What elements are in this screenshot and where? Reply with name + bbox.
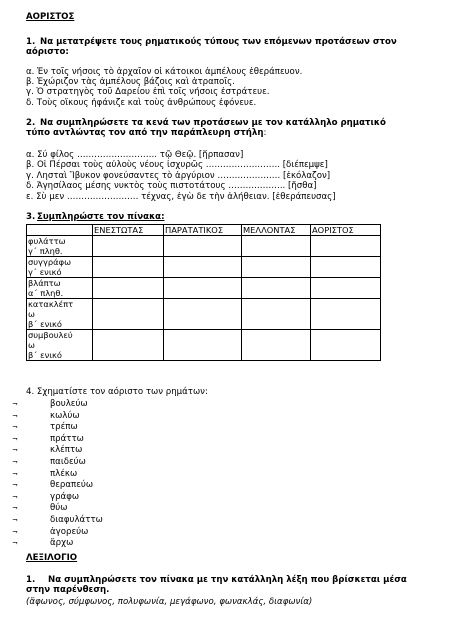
table-header-cell: ΜΕΛΛΟΝΤΑΣ [242, 225, 311, 236]
verb-form-label: γ΄ ενικό [28, 267, 62, 277]
verb-label: κατακλέπτ [28, 299, 74, 309]
q1-number: 1. [26, 37, 36, 47]
answer-cell[interactable] [164, 299, 242, 330]
vocab-q1-line2: στην παρένθεση. [26, 585, 110, 595]
q1-item: γ. Ὁ στρατηγὸς τοῦ Δαρείου ἐπὶ τοῖς νήσοις ἐστράτευε. [26, 87, 270, 97]
verb-label-continued: ω [28, 340, 35, 350]
q1-heading-line1: Να μετατρέψετε τους ρηματικούς τύπους των επόμενων προτάσεων στον [40, 37, 397, 47]
list-item: διαφυλάττω [50, 515, 103, 525]
vocab-q1-options: (ἄφωνος, σύμφωνος, πολυφωνία, μεγάφωνο, φωνακλάς, διαφωνία) [26, 597, 313, 607]
list-item: κωλύω [50, 411, 80, 421]
tense-table [26, 224, 381, 361]
list-item: πράττω [50, 434, 84, 444]
verb-label-continued: ω [28, 309, 35, 319]
list-item: θεραπεύω [50, 480, 94, 490]
q2-item: β. Οἱ Πέρσαι τοὺς αὐλοὺς νέους ἰσχυρῶς …………………….. [διέπεμψε] [26, 160, 328, 170]
vocab-title: ΛΕΞΙΛΟΓΙΟ [26, 553, 78, 563]
verb-label: συγγράφω [28, 257, 72, 267]
answer-cell[interactable] [164, 330, 242, 361]
vocab-q1-number: 1. [26, 575, 36, 585]
q2-heading-line2: τύπο αντλώντας τον από την παράπλευρη στήλη [26, 128, 264, 138]
q2-item: α. Σύ φίλος ………………………. τῷ Θεῷ. [ἥρπασαν] [26, 150, 244, 160]
q1-item: δ. Τοὺς οἴκους ἠφάνιζε καὶ τοὺς ἀνθρώπους ἐφόνευε. [26, 98, 257, 108]
bullet-marker: ¬ [12, 504, 18, 512]
answer-cell[interactable] [311, 278, 381, 299]
q3-heading: Συμπληρώστε τον πίνακα: [37, 212, 165, 222]
page-title: ΑΟΡΙΣΤΟΣ [26, 12, 75, 22]
verb-form-label: β΄ ενικό [28, 350, 62, 360]
bullet-marker: ¬ [12, 412, 18, 420]
list-item: ἀγορεύω [50, 527, 89, 537]
list-item: βουλεύω [50, 399, 88, 409]
q3-number: 3. [26, 212, 36, 222]
table-header-row [27, 225, 381, 236]
q4-heading: 4. Σχηματίστε τον αόριστο των ρημάτων: [26, 387, 208, 397]
answer-cell[interactable] [93, 257, 164, 278]
verb-form-label: γ΄ πληθ. [28, 246, 63, 256]
list-item: τρέπω [50, 422, 78, 432]
answer-cell[interactable] [311, 257, 381, 278]
q2-item: δ. Ἀγησίλαος μέσης νυκτὸς τοὺς πιστοτάτους ……………….. [ἤσθα] [26, 181, 317, 191]
list-item: παιδεύω [50, 457, 86, 467]
verb-cell [27, 257, 93, 278]
bullet-marker: ¬ [12, 481, 18, 489]
verb-label: συμβουλεύ [28, 330, 73, 340]
bullet-marker: ¬ [12, 423, 18, 431]
answer-cell[interactable] [93, 236, 164, 257]
answer-cell[interactable] [93, 330, 164, 361]
q2-heading-colon: : [263, 128, 267, 138]
q2-heading-line1: Να συμπληρώσετε τα κενά των προτάσεων με τον κατάλληλο ρηματικό [40, 118, 386, 128]
bullet-marker: ¬ [12, 400, 18, 408]
verb-cell [27, 236, 93, 257]
q2-number: 2. [26, 118, 36, 128]
vocab-q1-line1: Να συμπληρώσετε τον πίνακα με την κατάλληλη λέξη που βρίσκεται μέσα [48, 575, 407, 585]
answer-cell[interactable] [242, 299, 311, 330]
table-row [27, 299, 381, 330]
answer-cell[interactable] [311, 299, 381, 330]
verb-cell [27, 299, 93, 330]
q1-item: α. Ἐν τοῖς νήσοις τὸ ἀρχαῖον οἱ κάτοικοι ἀμπέλους ἐθεράπευον. [26, 67, 303, 77]
answer-cell[interactable] [311, 330, 381, 361]
table-header-cell: ΕΝΕΣΤΩΤΑΣ [93, 225, 164, 236]
verb-label: φυλάττω [28, 236, 66, 246]
bullet-marker: ¬ [12, 470, 18, 478]
table-row [27, 278, 381, 299]
verb-form-label: α΄ πληθ. [28, 288, 64, 298]
list-item: γράφω [50, 492, 80, 502]
answer-cell[interactable] [242, 330, 311, 361]
table-row [27, 330, 381, 361]
answer-cell[interactable] [93, 299, 164, 330]
bullet-marker: ¬ [12, 516, 18, 524]
list-item: πλέκω [50, 469, 78, 479]
bullet-marker: ¬ [12, 435, 18, 443]
list-item: κλέπτω [50, 445, 83, 455]
answer-cell[interactable] [242, 236, 311, 257]
answer-cell[interactable] [242, 278, 311, 299]
verb-form-label: β΄ ενικό [28, 319, 62, 329]
answer-cell[interactable] [93, 278, 164, 299]
table-header-cell: ΑΟΡΙΣΤΟΣ [311, 225, 381, 236]
answer-cell[interactable] [164, 257, 242, 278]
table-header-cell [27, 225, 93, 236]
verb-label: βλάπτω [28, 278, 61, 288]
answer-cell[interactable] [164, 236, 242, 257]
list-item: ἄρχω [50, 538, 74, 548]
table-header-cell: ΠΑΡΑΤΑΤΙΚΟΣ [164, 225, 242, 236]
answer-cell[interactable] [311, 236, 381, 257]
table-row [27, 257, 381, 278]
verb-cell [27, 278, 93, 299]
bullet-marker: ¬ [12, 539, 18, 547]
q1-heading-line2: αόριστο: [26, 47, 69, 57]
answer-cell[interactable] [164, 278, 242, 299]
verb-cell [27, 330, 93, 361]
bullet-marker: ¬ [12, 493, 18, 501]
q2-item: ε. Σὺ μεν ……………………. τέχνας, ἐγὼ δε τὴν ἀλήθειαν. [ἐθεράπευσας] [26, 192, 336, 202]
bullet-marker: ¬ [12, 446, 18, 454]
answer-cell[interactable] [242, 257, 311, 278]
q1-item: β. Ἐχώριζον τὰς ἀμπέλους βάζοις καὶ ἀτραποῖς. [26, 77, 235, 87]
list-item: θύω [50, 503, 68, 513]
q2-item: γ. Λησταὶ Ἴβυκον φονεύσαντες τὸ ἀργύριον …………………. [ἐκόλαζον] [26, 171, 331, 181]
bullet-marker: ¬ [12, 528, 18, 536]
bullet-marker: ¬ [12, 458, 18, 466]
table-row [27, 236, 381, 257]
